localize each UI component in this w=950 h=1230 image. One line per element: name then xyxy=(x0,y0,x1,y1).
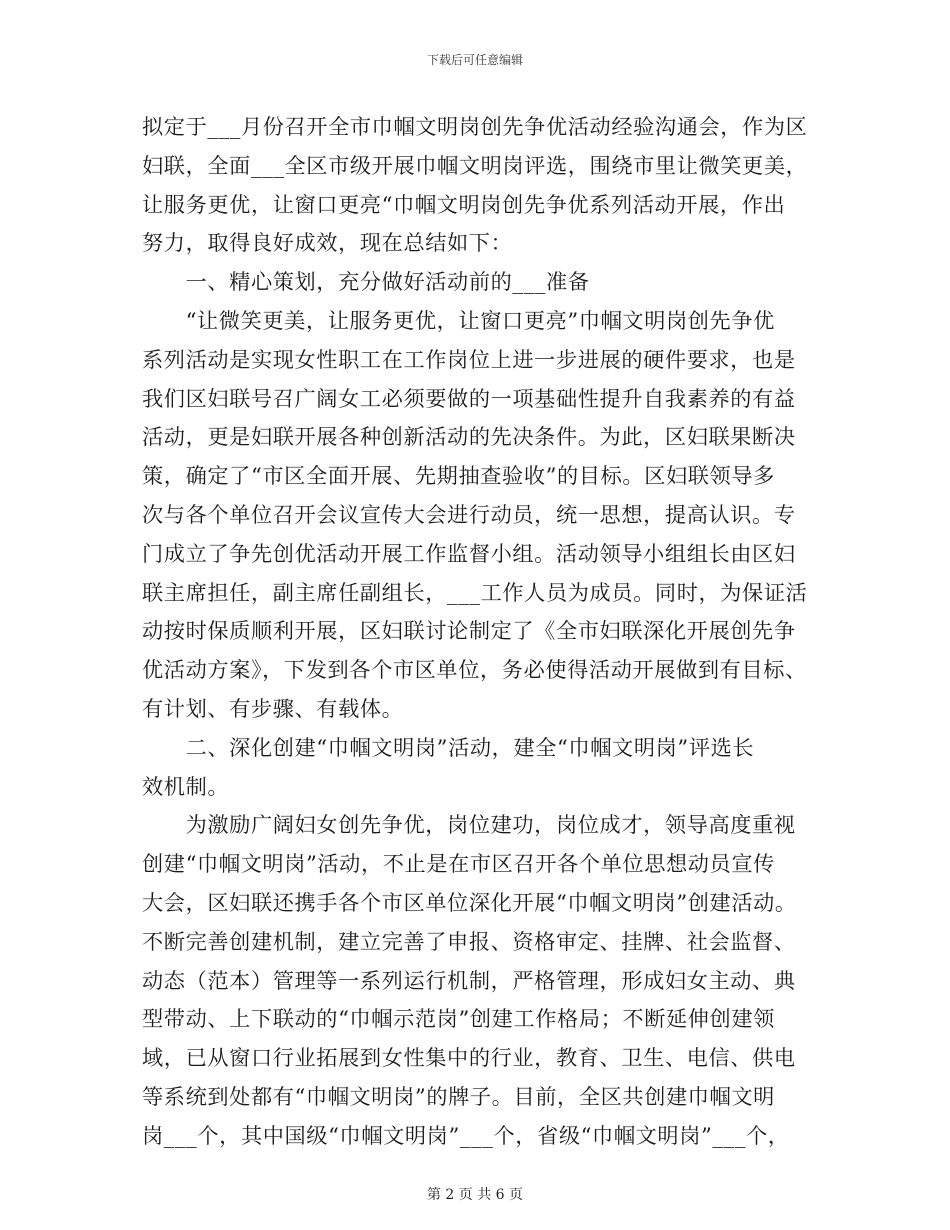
text-line-13: 联主席担任，副主席任副组长，___工作人员为成员。同时，为保证活 xyxy=(142,579,808,605)
document-body xyxy=(142,108,822,1156)
text-line-8: 我们区妇联号召广阔女工必须要做的一项基础性提升自我素养的有益 xyxy=(142,385,796,411)
text-line-12: 门成立了争先创优活动开展工作监督小组。活动领导小组组长由区妇 xyxy=(142,540,796,566)
text-line-1: 拟定于___月份召开全市巾帼文明岗创先争优活动经验沟通会，作为区 xyxy=(142,114,808,139)
text-line-11: 次与各个单位召开会议宣传大会进行动员，统一思想，提高认识。专 xyxy=(142,501,796,527)
text-line-23: 动态（范本）管理等一系列运行机制，严格管理，形成妇女主动、典 xyxy=(142,967,796,993)
section-heading-2: 二、深化创建“巾帼文明岗”活动，建全“巾帼文明岗”评选长 xyxy=(142,734,755,760)
text-line-10: 策，确定了“市区全面开展、先期抽查验收”的目标。区妇联领导多 xyxy=(142,463,775,489)
text-line-4: 努力，取得良好成效，现在总结如下： xyxy=(142,230,513,256)
text-line-19: 为激励广阔妇女创先争优，岗位建功，岗位成才，领导高度重视 xyxy=(142,812,796,838)
text-line-20: 创建“巾帼文明岗”活动，不止是在市区召开各个单位思想动员宣传 xyxy=(142,851,775,877)
section-heading-2-cont: 效机制。 xyxy=(142,773,230,799)
text-line-7: 系列活动是实现女性职工在工作岗位上进一步进展的硬件要求，也是 xyxy=(142,346,796,372)
text-line-3: 让服务更优，让窗口更亮“巾帼文明岗创先争优系列活动开展，作出 xyxy=(142,191,786,217)
text-line-22: 不断完善创建机制，建立完善了申报、资格审定、挂牌、社会监督、 xyxy=(142,928,796,954)
text-line-14: 动按时保质顺利开展，区妇联讨论制定了《全市妇联深化开展创先争 xyxy=(142,618,796,644)
text-line-2: 妇联，全面___全区市级开展巾帼文明岗评选，围绕市里让微笑更美， xyxy=(142,152,808,178)
section-heading-1: 一、精心策划，充分做好活动前的___准备 xyxy=(142,269,590,295)
text-line-26: 等系统到处都有“巾帼文明岗”的牌子。目前，全区共创建巾帼文明 xyxy=(142,1083,775,1109)
page-header-note: 下载后可任意编辑 xyxy=(426,53,523,67)
text-line-24: 型带动、上下联动的“巾帼示范岗”创建工作格局；不断延伸创建领 xyxy=(142,1006,775,1032)
text-line-6: “让微笑更美，让服务更优，让窗口更亮”巾帼文明岗创先争优 xyxy=(142,307,775,333)
text-line-9: 活动，更是妇联开展各种创新活动的先决条件。为此，区妇联果断决 xyxy=(142,424,796,450)
text-line-16: 有计划、有步骤、有载体。 xyxy=(142,695,404,721)
text-line-21: 大会，区妇联还携手各个市区单位深化开展“巾帼文明岗”创建活动。 xyxy=(142,889,797,915)
page-footer-number: 第 2 页 共 6 页 xyxy=(426,1187,524,1203)
text-line-15: 优活动方案》，下发到各个市区单位，务必使得活动开展做到有目标、 xyxy=(142,657,807,683)
text-line-27: 岗___个，其中国级“巾帼文明岗”___个，省级“巾帼文明岗”___个， xyxy=(142,1122,790,1148)
text-line-25: 域，已从窗口行业拓展到女性集中的行业，教育、卫生、电信、供电 xyxy=(142,1045,796,1071)
